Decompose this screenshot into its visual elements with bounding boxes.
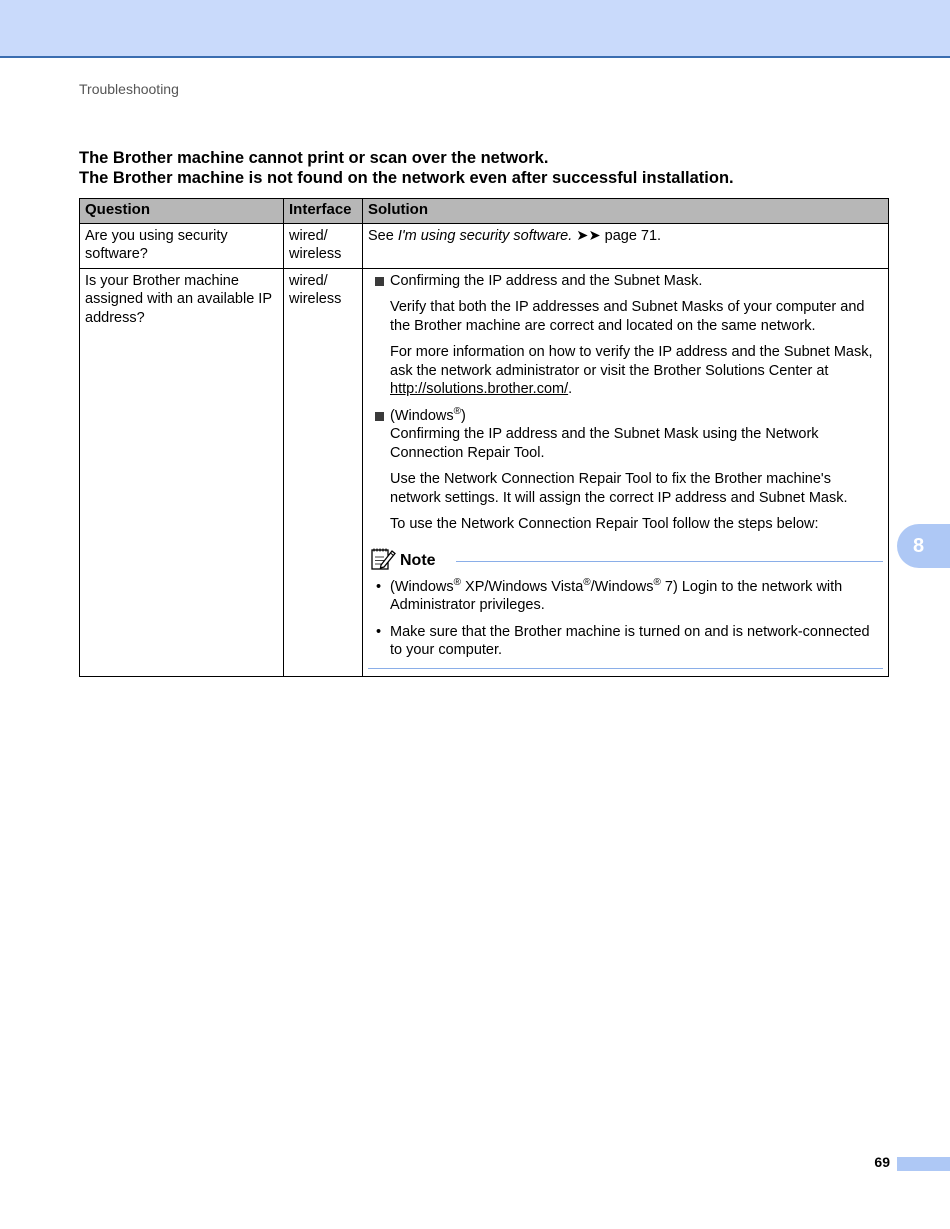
column-header-question: Question [80,199,284,224]
note-header [368,545,883,575]
table-row [80,223,889,268]
paragraph [368,343,883,399]
os-label [390,405,466,424]
note-text: 7) Login to the network with Administrator privileges. [390,578,843,613]
interface-cell: wired/ wireless [284,268,363,676]
heading-line-2: The Brother machine is not found on the network even after successful installation. [79,169,734,187]
interface-cell: wired/ wireless [284,223,363,268]
note-end-divider [368,668,883,669]
column-header-interface: Interface [284,199,363,224]
registered-mark: ® [453,405,462,417]
bullet-dot-icon: • [376,623,382,640]
heading-line-1: The Brother machine cannot print or scan over the network. [79,149,549,167]
bullet-item [368,272,883,291]
chapter-tab: 8 [897,524,950,568]
solution-prefix: See [368,227,398,244]
section-heading [79,148,899,188]
note-pencil-icon [370,545,396,571]
paragraph: Verify that both the IP addresses and Subnet Masks of your computer and the Brother machine are correct and located on the same network. [390,299,865,334]
os-close: ) [461,407,466,424]
bullet-title: Confirming the IP address and the Subnet Mask using the Network Connection Repair Tool. [390,426,819,461]
solution-cell [363,223,889,268]
square-bullet-icon [375,412,384,421]
note-text: XP/Windows Vista [461,578,584,595]
solutions-center-link[interactable]: http://solutions.brother.com/ [390,381,569,397]
bullet-dot-icon: • [376,578,382,595]
note-text: /Windows [590,578,654,595]
bullet-item [368,407,883,463]
arrow-icon: ➤➤ [576,227,601,244]
square-bullet-icon [375,277,384,286]
bullet-title: Confirming the IP address and the Subnet Mask. [390,272,703,289]
troubleshooting-table [79,198,889,677]
note-item [368,578,883,615]
paragraph: To use the Network Connection Repair Tool follow the steps below: [390,516,819,532]
table-row [80,268,889,676]
paragraph-end: . [568,381,573,397]
paragraph: Use the Network Connection Repair Tool to fix the Brother machine's network settings. It will assign the correct IP address and Subnet Mask. [390,471,848,506]
column-header-solution: Solution [363,199,889,224]
cross-reference-title: I'm using security software. [397,227,573,244]
table-header-row [80,199,889,224]
paragraph-text: For more information on how to verify the IP address and the Subnet Mask, ask the network administrator or visit the Brother Solutions Center at [390,344,873,379]
question-cell: Is your Brother machine assigned with an available IP address? [80,268,284,676]
running-title: Troubleshooting [79,81,179,97]
registered-mark: ® [583,576,591,588]
registered-mark: ® [453,576,462,588]
page-reference-link[interactable]: page 71. [604,227,662,244]
solution-cell [363,268,889,676]
page-number: 69 [874,1154,890,1170]
question-cell: Are you using security software? [80,223,284,268]
header-band [0,0,950,58]
os-name: (Windows [390,407,454,424]
note-label: Note [400,551,436,569]
footer-band [897,1157,950,1171]
note-text: Make sure that the Brother machine is turned on and is network-connected to your computer. [390,623,870,658]
registered-mark: ® [653,576,661,588]
note-text: (Windows [390,578,454,595]
note-divider [456,561,883,562]
note-item [368,623,883,660]
